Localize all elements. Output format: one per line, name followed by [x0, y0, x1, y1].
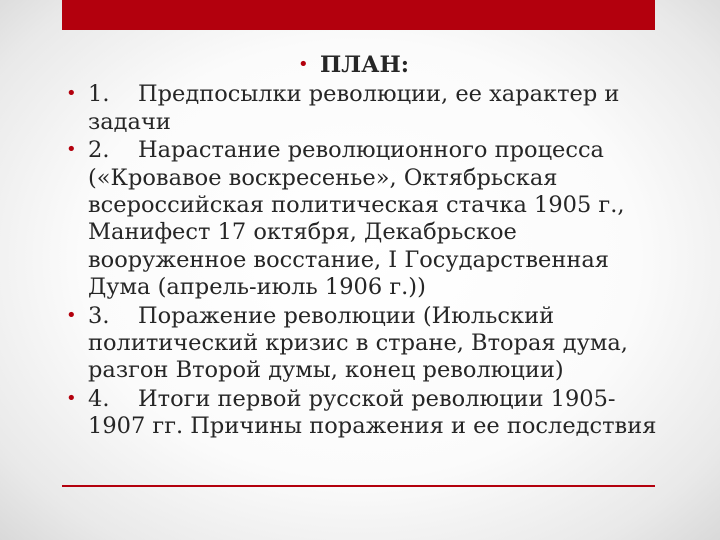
bottom-accent-line	[62, 485, 655, 487]
plan-title: ПЛАН:	[320, 52, 410, 78]
slide-content	[66, 52, 666, 441]
plan-item-text: Итоги первой русской революции 1905-1907 гг. Причины поражения и ее последствия	[88, 385, 657, 440]
plan-item-2	[66, 137, 666, 301]
plan-item-text: Поражение революции (Июльский политический кризис в стране, Вторая дума, разгон Второй думы, конец революции)	[88, 302, 628, 384]
plan-item-3	[66, 303, 666, 385]
plan-item-number: 3.	[88, 302, 110, 329]
plan-item-number: 1.	[88, 81, 110, 108]
plan-item-number: 2.	[88, 137, 110, 164]
plan-item-number: 4.	[88, 385, 110, 412]
plan-item-text: Нарастание революционного процесса («Кровавое воскресенье», Октябрьская всероссийская политическая стачка 1905 г., Манифест 17 октября, Декабрьское вооруженное восстание, I Государственная Дума (апрель-июль 1906 г.))	[88, 137, 625, 301]
plan-item-1	[66, 81, 666, 136]
bullet-icon: •	[66, 387, 77, 409]
top-accent-band	[62, 0, 655, 30]
plan-title-row	[66, 52, 666, 79]
bullet-icon: •	[298, 54, 309, 75]
bullet-icon: •	[66, 304, 77, 326]
plan-item-text: Предпосылки революции, ее характер и задачи	[88, 81, 620, 135]
plan-item-4	[66, 386, 666, 441]
bullet-icon: •	[66, 83, 77, 105]
bullet-icon: •	[66, 139, 77, 161]
